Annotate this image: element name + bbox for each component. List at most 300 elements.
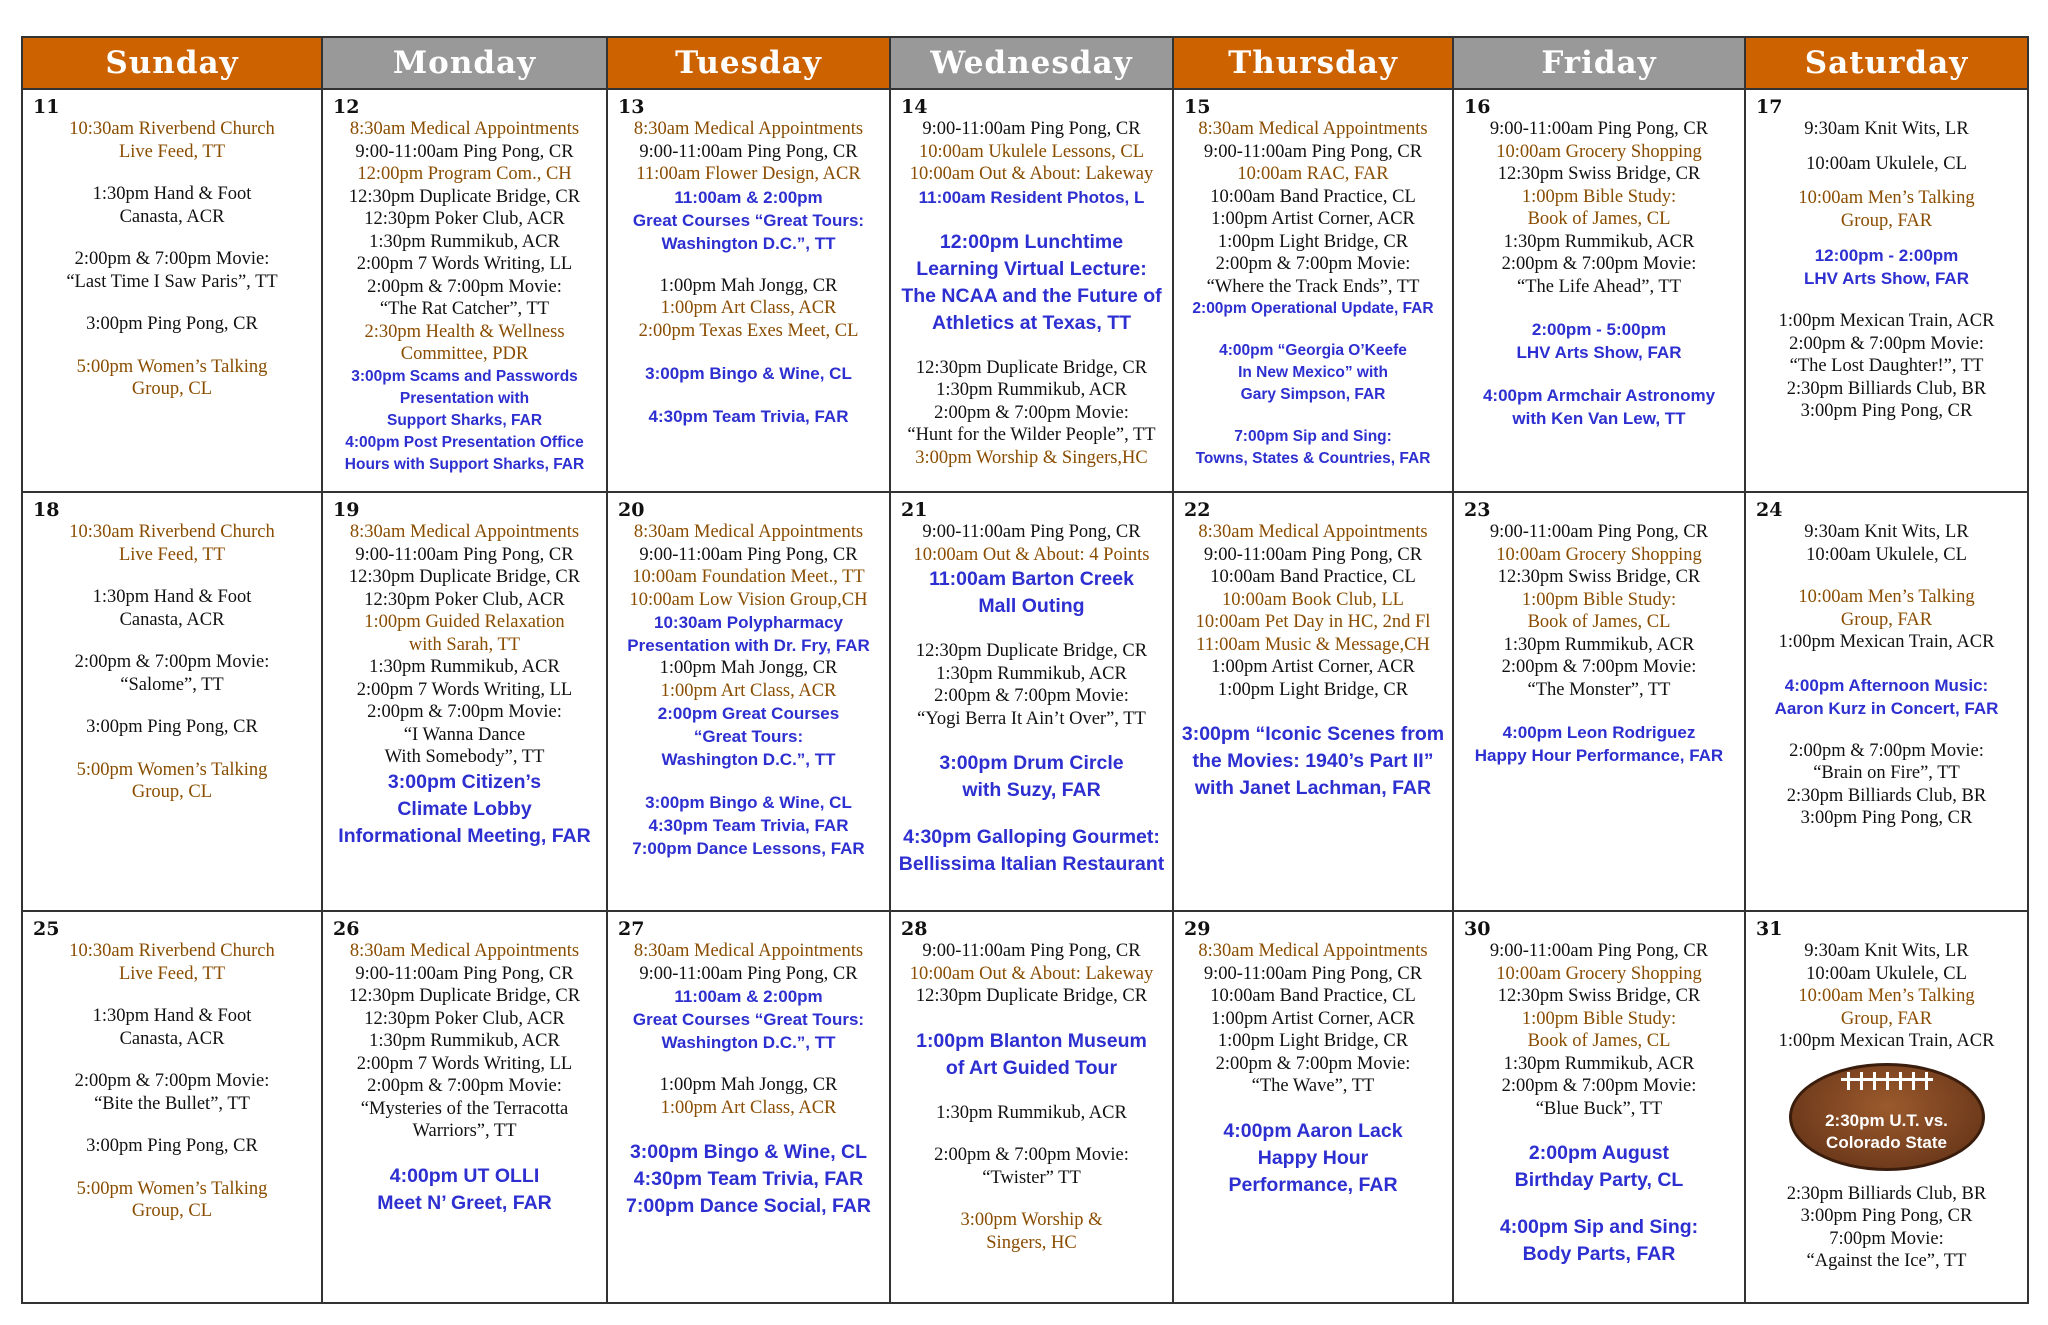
event-line: 1:30pm Rummikub, ACR [936,380,1127,400]
monthly-calendar [21,36,2029,1304]
event-line: 4:30pm Team Trivia, FAR [633,1168,864,1190]
spacer [1750,654,2023,674]
event-line: 8:30am Medical Appointments [633,119,864,139]
spacer [895,337,1168,357]
spacer [895,730,1168,750]
spacer [27,228,317,248]
day-cell-13 [608,90,891,493]
spacer [612,1054,885,1074]
event-line: 1:00pm Mexican Train, ACR [1778,1031,1995,1051]
event-line: 10:00am Ukulele Lessons, CL [918,141,1145,162]
event-line: 3:00pm Bingo & Wine, CL [645,793,852,812]
event-line: 10:00am Pet Day in HC, 2nd Fl [1195,612,1431,632]
spacer [1458,1120,1740,1140]
date-number: 11 [33,96,60,118]
date-number: 23 [1464,499,1491,521]
event-line: 12:30pm Swiss Bridge, CR [1497,567,1701,587]
event-line: 2:00pm & 7:00pm Movie: [934,1145,1129,1165]
event-line: 4:00pm Aaron Lack [1223,1119,1403,1142]
event-line: 1:00pm Artist Corner, ACR [1211,209,1415,229]
event-line: 10:00am Band Practice, CL [1210,567,1416,587]
spacer [1458,364,1740,384]
event-line: 1:00pm Artist Corner, ACR [1211,1008,1415,1029]
day-header-friday: Friday [1454,38,1746,90]
event-line: In New Mexico” with [1238,364,1388,381]
day-header-monday: Monday [323,38,608,90]
event-line: 1:00pm Mah Jongg, CR [659,1075,838,1095]
day-header-tuesday: Tuesday [608,38,891,90]
event-line: Learning Virtual Lecture: [916,257,1147,280]
spacer [27,1115,317,1135]
event-line: 2:00pm & 7:00pm Movie: [1215,1053,1411,1074]
event-line: Book of James, CL [1527,1031,1671,1051]
event-line: Gary Simpson, FAR [1240,386,1386,403]
date-number: 13 [618,96,645,118]
event-line: 2:00pm & 7:00pm Movie: [367,702,562,722]
event-line: Group, FAR [1840,1008,1933,1029]
event-line: Great Courses “Great Tours: [632,210,865,230]
event-line: 12:30pm Duplicate Bridge, CR [348,986,581,1006]
spacer [27,336,317,356]
event-line: Committee, PDR [400,344,529,364]
event-line: 2:30pm Health & Wellness [364,321,565,342]
event-line: 2:00pm 7 Words Writing, LL [356,1053,573,1074]
event-line: 4:00pm Sip and Sing: [1499,1216,1699,1238]
event-line: Happy Hour [1257,1146,1369,1169]
event-line: 2:00pm Texas Exes Meet, CL [638,320,859,341]
event-line: 10:00am Grocery Shopping [1496,963,1702,984]
event-line: 4:30pm Galloping Gourmet: [903,826,1160,848]
spacer [612,342,885,362]
event-line: Canasta, ACR [119,1028,225,1049]
spacer [895,1189,1168,1209]
day-cell-23 [1454,493,1746,912]
event-line: 9:00-11:00am Ping Pong, CR [1203,141,1423,162]
spacer [27,1050,317,1070]
date-number: 25 [33,918,60,940]
event-line: Mall Outing [978,595,1085,617]
event-line: 8:30am Medical Appointments [633,941,864,961]
day-cell-27 [608,912,891,1304]
event-line: Body Parts, FAR [1522,1243,1676,1265]
event-line: Bellissima Italian Restaurant [898,853,1165,875]
event-line: 10:00am Foundation Meet., TT [632,567,865,587]
event-line: “The Lost Daughter!”, TT [1789,356,1984,376]
event-line: Group, CL [131,1201,213,1221]
event-line: 1:30pm Hand & Foot [92,587,252,607]
spacer [27,293,317,313]
event-line: 4:00pm UT OLLI [389,1164,540,1187]
event-line: “Hunt for the Wilder People”, TT [907,425,1156,445]
event-line: 2:00pm & 7:00pm Movie: [934,402,1129,423]
event-line: 10:00am Ukulele, CL [1806,544,1967,565]
date-number: 18 [33,499,60,521]
event-line: 8:30am Medical Appointments [1198,119,1428,139]
event-line: “Brain on Fire”, TT [1813,763,1960,783]
event-line: 9:00-11:00am Ping Pong, CR [639,141,858,162]
event-line: “Against the Ice”, TT [1806,1251,1967,1271]
event-line: 11:00am Music & Message,CH [1196,634,1430,655]
event-line: 1:30pm Hand & Foot [92,184,252,204]
date-number: 15 [1184,96,1211,118]
event-line: Athletics at Texas, TT [931,311,1132,334]
day-cell-12 [323,90,608,493]
event-line: Washington D.C.”, TT [661,1033,836,1052]
spacer [327,1143,602,1163]
event-line: 2:00pm 7 Words Writing, LL [356,254,573,274]
event-line: 1:00pm Blanton Museum [916,1029,1147,1052]
date-number: 17 [1756,96,1783,118]
event-line: Performance, FAR [1228,1173,1398,1196]
event-line: 2:00pm August [1528,1142,1670,1164]
day-cell-18 [23,493,323,912]
event-line: 1:00pm Light Bridge, CR [1217,679,1409,700]
event-line: 12:30pm Duplicate Bridge, CR [915,986,1148,1006]
event-line: 12:00pm Program Com., CH [357,164,572,184]
event-line: 1:00pm Light Bridge, CR [1217,1031,1409,1051]
event-line: 4:00pm Leon Rodriguez [1502,723,1696,742]
event-line: 3:00pm Worship & Singers,HC [915,447,1148,468]
event-line: 11:00am & 2:00pm [674,187,823,207]
date-number: 19 [333,499,360,521]
spacer [1750,141,2023,153]
event-line: Live Feed, TT [118,544,225,565]
event-line: 1:00pm Guided Relaxation [364,612,565,632]
event-line: “The Wave”, TT [1251,1076,1375,1096]
spacer [1178,1098,1448,1118]
event-line: Meet N’ Greet, FAR [377,1191,552,1214]
event-line: The NCAA and the Future of [901,284,1162,307]
event-line: 3:00pm Ping Pong, CR [86,1136,258,1156]
event-line: 2:00pm & 7:00pm Movie: [1501,254,1697,274]
event-line: Group, CL [131,782,213,802]
day-header-saturday: Saturday [1746,38,2029,90]
spacer [895,1008,1168,1028]
event-line: 1:00pm Art Class, ACR [660,1097,837,1118]
event-line: 9:00-11:00am Ping Pong, CR [1203,544,1423,565]
event-line: 9:00-11:00am Ping Pong, CR [922,522,1141,542]
event-line: with Ken Van Lew, TT [1512,409,1686,428]
football-graphic [1750,1063,2023,1171]
event-line: 10:00am Ukulele, CL [1806,963,1967,984]
event-line: with Janet Lachman, FAR [1194,777,1432,799]
day-cell-26 [323,912,608,1304]
event-line: 10:00am Band Practice, CL [1210,186,1416,207]
event-line: Group, FAR [1840,210,1933,231]
event-line: 12:30pm Swiss Bridge, CR [1497,164,1701,184]
event-line: 9:00-11:00am Ping Pong, CR [922,941,1141,961]
day-cell-25 [23,912,323,1304]
event-line: 8:30am Medical Appointments [349,119,580,139]
event-line: “Great Tours: [693,727,804,746]
spacer [895,209,1168,229]
spacer [1750,232,2023,244]
event-line: 12:30pm Poker Club, ACR [364,589,565,610]
event-line: 2:00pm & 7:00pm Movie: [74,249,270,269]
day-header-thursday: Thursday [1174,38,1454,90]
spacer [1458,701,1740,721]
spacer [612,771,885,791]
event-line: Presentation with Dr. Fry, FAR [627,636,870,655]
day-cell-19 [323,493,608,912]
event-line: with Suzy, FAR [962,779,1101,801]
event-line: 3:00pm Ping Pong, CR [86,717,258,737]
day-cell-31 [1746,912,2029,1304]
day-cell-21 [891,493,1174,912]
date-number: 28 [901,918,928,940]
event-line: Climate Lobby [397,797,532,820]
event-line: 9:00-11:00am Ping Pong, CR [355,963,574,984]
event-line: 2:00pm & 7:00pm Movie: [1789,333,1984,354]
date-number: 27 [618,918,645,940]
event-line: 9:30am Knit Wits, LR [1804,119,1969,139]
football-text: 2:30pm U.T. vs. [1825,1110,1948,1130]
event-line: 1:30pm Rummikub, ACR [369,231,560,252]
event-line: 1:30pm Rummikub, ACR [369,1031,560,1051]
event-line: Birthday Party, CL [1514,1169,1684,1191]
event-line: LHV Arts Show, FAR [1804,269,1969,288]
event-line: 10:00am Out & About: Lakeway [909,164,1154,184]
event-line: 1:30pm Rummikub, ACR [1503,231,1695,252]
event-line: 2:30pm Billiards Club, BR [1786,785,1987,806]
event-line: 12:00pm - 2:00pm [1814,246,1959,265]
event-line: “The Life Ahead”, TT [1516,276,1682,297]
event-line: 9:30am Knit Wits, LR [1804,522,1969,542]
date-number: 22 [1184,499,1211,521]
event-line: 12:30pm Duplicate Bridge, CR [348,567,581,587]
event-line: 2:00pm Operational Update, FAR [1192,300,1434,317]
event-line: “The Monster”, TT [1527,679,1671,700]
event-line: 1:00pm Art Class, ACR [660,298,837,318]
event-line: 10:30am Polypharmacy [654,613,843,632]
spacer [27,163,317,183]
event-line: “The Rat Catcher”, TT [379,299,550,319]
event-line: 8:30am Medical Appointments [349,941,580,961]
event-line: 4:30pm Team Trivia, FAR [648,407,849,426]
day-cell-24 [1746,493,2029,912]
event-line: 7:00pm Dance Social, FAR [626,1195,871,1217]
event-line: 10:00am Out & About: Lakeway [909,963,1154,984]
date-number: 30 [1464,918,1491,940]
event-line: 9:00-11:00am Ping Pong, CR [922,119,1141,139]
spacer [1750,566,2023,586]
event-line: 5:00pm Women’s Talking [76,1178,268,1199]
event-line: 8:30am Medical Appointments [1198,941,1428,961]
event-line: Canasta, ACR [119,609,225,630]
event-line: 10:00am Book Club, LL [1222,589,1404,610]
event-line: 10:00am Out & About: 4 Points [913,544,1150,565]
spacer [1178,320,1448,340]
event-line: “Twister” TT [982,1167,1081,1188]
date-number: 24 [1756,499,1783,521]
spacer [27,566,317,586]
date-number: 14 [901,96,928,118]
event-line: 4:30pm Team Trivia, FAR [648,816,849,835]
event-line: 2:00pm & 7:00pm Movie: [74,652,270,672]
event-line: 1:30pm Rummikub, ACR [1503,634,1695,655]
spacer [27,631,317,651]
day-cell-20 [608,493,891,912]
event-line: 3:00pm Worship & [960,1210,1103,1230]
event-line: of Art Guided Tour [945,1056,1118,1079]
event-line: 10:30am Riverbend Church [69,119,275,139]
event-line: Informational Meeting, FAR [338,824,591,847]
event-line: 12:30pm Duplicate Bridge, CR [915,641,1148,661]
event-line: 2:30pm Billiards Club, BR [1786,378,1987,399]
event-line: With Somebody”, TT [384,747,545,767]
event-line: 1:00pm Mah Jongg, CR [659,275,838,296]
event-line: 3:00pm Ping Pong, CR [1800,401,1973,421]
event-line: 10:00am Low Vision Group,CH [629,589,868,610]
spacer [1750,290,2023,310]
event-line: 1:00pm Light Bridge, CR [1217,231,1409,252]
event-line: the Movies: 1940’s Part II” [1192,750,1434,772]
event-line: LHV Arts Show, FAR [1516,343,1682,362]
event-line: 1:00pm Mexican Train, ACR [1778,632,1995,652]
event-line: Live Feed, TT [118,963,225,984]
event-line: 1:00pm Mah Jongg, CR [659,658,838,678]
day-cell-29 [1174,912,1454,1304]
event-line: Book of James, CL [1527,209,1671,229]
event-line: 3:00pm “Iconic Scenes from [1181,723,1445,745]
football-laces [1841,1078,1933,1095]
event-line: 9:00-11:00am Ping Pong, CR [355,544,574,565]
spacer [1458,1194,1740,1214]
date-number: 26 [333,918,360,940]
event-line: 10:00am Grocery Shopping [1496,141,1702,162]
event-line: 9:00-11:00am Ping Pong, CR [1489,522,1709,542]
event-line: 9:00-11:00am Ping Pong, CR [355,141,574,162]
spacer [27,1158,317,1178]
event-line: 2:30pm Billiards Club, BR [1786,1183,1987,1204]
event-line: 1:00pm Bible Study: [1521,186,1677,207]
event-line: 2:00pm & 7:00pm Movie: [367,1076,562,1096]
event-line: 2:00pm & 7:00pm Movie: [1789,740,1984,761]
event-line: 1:30pm Hand & Foot [92,1006,252,1026]
event-line: 12:30pm Swiss Bridge, CR [1497,986,1701,1006]
spacer [895,804,1168,824]
spacer [895,1124,1168,1144]
event-line: with Sarah, TT [408,634,521,655]
event-line: Presentation with [399,389,530,407]
date-number: 12 [333,96,360,118]
event-line: 9:00-11:00am Ping Pong, CR [1489,941,1709,961]
event-line: 7:00pm Sip and Sing: [1234,428,1392,445]
event-line: 3:00pm Ping Pong, CR [1800,1206,1973,1226]
date-number: 31 [1756,918,1783,940]
event-line: 3:00pm Drum Circle [939,752,1124,774]
event-line: 9:00-11:00am Ping Pong, CR [639,544,858,565]
event-line: “Bite the Bullet”, TT [94,1093,250,1114]
event-line: 2:00pm & 7:00pm Movie: [367,276,562,297]
day-cell-28 [891,912,1174,1304]
event-line: 3:00pm Ping Pong, CR [86,314,258,334]
event-line: 2:00pm & 7:00pm Movie: [934,686,1129,706]
event-line: 8:30am Medical Appointments [633,522,864,542]
event-line: 11:00am Barton Creek [929,568,1134,590]
event-line: 8:30am Medical Appointments [349,522,580,542]
event-line: 9:00-11:00am Ping Pong, CR [1489,119,1709,139]
event-line: 1:00pm Bible Study: [1521,1008,1677,1029]
event-line: 3:00pm Citizen’s [387,770,542,793]
event-line: Washington D.C.”, TT [661,233,836,253]
event-line: 11:00am Flower Design, ACR [636,164,861,184]
spacer [612,255,885,275]
event-line: 2:00pm - 5:00pm [1531,320,1667,339]
event-line: Book of James, CL [1527,612,1671,632]
event-line: 4:00pm Post Presentation Office [345,433,584,451]
event-line: 12:30pm Duplicate Bridge, CR [348,186,581,207]
event-line: “Yogi Berra It Ain’t Over”, TT [917,708,1146,729]
event-line: 2:00pm 7 Words Writing, LL [356,679,573,700]
event-line: 10:00am Men’s Talking [1798,986,1975,1006]
event-line: 10:00am Men’s Talking [1798,188,1975,208]
event-line: 4:00pm Afternoon Music: [1784,675,1989,695]
event-line: 12:30pm Poker Club, ACR [364,209,565,229]
day-cell-11 [23,90,323,493]
spacer [895,1082,1168,1102]
event-line: 9:00-11:00am Ping Pong, CR [639,963,858,984]
event-line: Group, CL [131,379,213,399]
date-number: 29 [1184,918,1211,940]
day-cell-14 [891,90,1174,493]
event-line: Live Feed, TT [118,141,225,162]
event-line: 12:00pm Lunchtime [939,230,1124,253]
event-line: 4:00pm “Georgia O’Keefe [1219,342,1407,359]
day-cell-30 [1454,912,1746,1304]
event-line: 2:00pm & 7:00pm Movie: [1501,1076,1697,1096]
event-line: 3:00pm Bingo & Wine, CL [645,364,852,383]
event-line: Canasta, ACR [119,206,225,227]
spacer [612,385,885,405]
event-line: 2:00pm & 7:00pm Movie: [74,1071,270,1091]
event-line: 9:30am Knit Wits, LR [1804,941,1969,961]
event-line: “Salome”, TT [120,674,224,695]
event-line: “I Wanna Dance [403,724,526,745]
event-line: 1:00pm Art Class, ACR [660,680,837,701]
football-text: Colorado State [1826,1132,1947,1152]
spacer [27,739,317,759]
event-line: 10:00am Band Practice, CL [1210,986,1416,1006]
day-header-wednesday: Wednesday [891,38,1174,90]
event-line: 9:00-11:00am Ping Pong, CR [1203,963,1423,984]
event-line: 12:30pm Poker Club, ACR [364,1008,565,1029]
event-line: 5:00pm Women’s Talking [76,356,268,377]
day-header-sunday: Sunday [23,38,323,90]
event-line: 1:30pm Rummikub, ACR [1503,1053,1695,1074]
spacer [27,985,317,1005]
event-line: “Last Time I Saw Paris”, TT [66,271,278,292]
event-line: 7:00pm Dance Lessons, FAR [632,839,865,858]
event-line: 3:00pm Ping Pong, CR [1800,808,1973,828]
event-line: 1:00pm Artist Corner, ACR [1211,657,1415,677]
event-line: 12:30pm Duplicate Bridge, CR [915,357,1148,378]
event-line: Towns, States & Countries, FAR [1195,450,1431,467]
event-line: Great Courses “Great Tours: [632,1010,865,1029]
event-line: 10:30am Riverbend Church [69,941,275,961]
spacer [1178,406,1448,426]
event-line: 2:00pm & 7:00pm Movie: [1501,657,1697,677]
event-line: Warriors”, TT [412,1121,517,1141]
day-cell-15 [1174,90,1454,493]
event-line: 11:00am & 2:00pm [674,987,823,1006]
spacer [895,620,1168,640]
day-cell-17 [1746,90,2029,493]
event-line: 1:30pm Rummikub, ACR [936,663,1127,684]
event-line: 10:00am Grocery Shopping [1496,544,1702,565]
event-line: 1:00pm Bible Study: [1521,589,1677,610]
event-line: Hours with Support Sharks, FAR [344,455,585,473]
